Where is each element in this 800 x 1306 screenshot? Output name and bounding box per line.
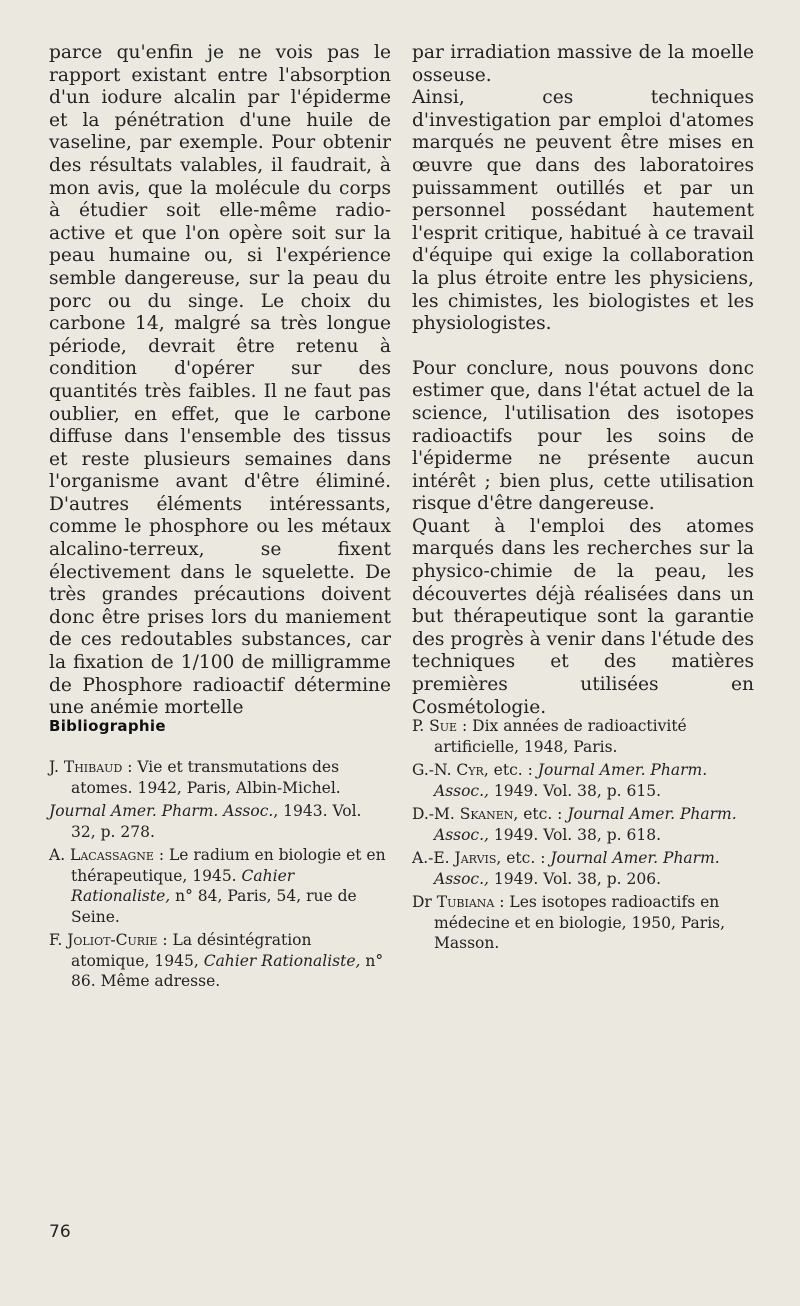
body-paragraph: Pour conclure, nous pouvons donc estimer que, dans l'état actuel de la science, l'utilisation des isotopes radioactifs pour les soins de l'épiderme ne présente aucun intérêt ; bien plus, cette utilisation risque d'être dangereuse. [412, 357, 754, 515]
body-paragraph: par irradiation massive de la moelle osseuse. [412, 42, 754, 86]
body-paragraph: parce qu'enfin je ne vois pas le rapport existant entre l'absorption d'un iodure alcalin par l'épiderme et la pénétration d'une huile de vaseline, par exemple. Pour obtenir des résultats valables, il faudrait, à mon avis, que la molécule du corps à étudier soit elle-même radio-active et que l'on opère soit sur la peau humaine ou, si l'expérience semble dangereuse, sur la peau du porc ou du singe. Le choix du carbone 14, malgré sa très longue période, devrait être retenu à condition d'opérer sur des quantités très faibles. Il ne faut pas oublier, en effet, que le carbone diffuse dans l'ensemble des tissus et reste plusieurs semaines dans l'organisme avant d'être éliminé. D'autres éléments intéressants, comme le phosphore ou les métaux alcalino-terreux, se fixent électivement dans le squelette. De très grandes précautions doivent donc être prises lors du maniement de ces redoutables substances, car la fixation de 1/100 de milligramme de Phosphore radioactif détermine une anémie mortelle [49, 42, 391, 719]
body-paragraph: Ainsi, ces techniques d'investigation par emploi d'atomes marqués ne peuvent être mises en œuvre que dans des laboratoires puissamment outillés et par un personnel possédant hautement l'esprit critique, habitué à ce travail d'équipe qui exige la collaboration la plus étroite entre les physiciens, les chimistes, les biologistes et les physiologistes. [412, 87, 754, 335]
bibliography-heading: Bibliographie [49, 717, 166, 735]
body-paragraph: Quant à l'emploi des atomes marqués dans les recherches sur la physico-chimie de la peau, les découvertes déjà réalisées dans un but thérapeutique sont la garantie des progrès à venir dans l'étude des techniques et des matières premières utilisées en Cosmétologie. [412, 515, 755, 718]
bibliography-entry: A. Lacassagne : Le radium en biologie et en thérapeutique, 1945. Cahier Rationaliste, n° 84, Paris, 54, rue de Seine. [49, 846, 386, 926]
bibliography-entry: D.-M. Skanen, etc. : Journal Amer. Pharm. Assoc., 1949. Vol. 38, p. 618. [412, 805, 737, 844]
bibliography-entry: J. Thibaud : Vie et transmutations des atomes. 1942, Paris, Albin-Michel. [49, 758, 341, 797]
page-number: 76 [49, 1222, 71, 1242]
bibliography-list-right [412, 716, 752, 957]
bibliography-entry: F. Joliot-Curie : La désintégration atomique, 1945, Cahier Rationaliste, n° 86. Même adresse. [49, 931, 384, 990]
bibliography-entry: P. Sue : Dix années de radioactivité artificielle, 1948, Paris. [412, 717, 687, 756]
bibliography-list-left [49, 757, 389, 995]
right-column [412, 42, 754, 719]
bibliography-entry: G.-N. Cyr, etc. : Journal Amer. Pharm. Assoc., 1949. Vol. 38, p. 615. [412, 761, 708, 800]
bibliography-entry: A.-E. Jarvis, etc. : Journal Amer. Pharm. Assoc., 1949. Vol. 38, p. 206. [412, 849, 720, 888]
bibliography-entry: Dr Tubiana : Les isotopes radioactifs en médecine et en biologie, 1950, Paris, Masson. [412, 893, 726, 952]
left-column [49, 42, 391, 720]
bibliography-entry: Journal Amer. Pharm. Assoc., 1943. Vol. 32, p. 278. [49, 802, 362, 841]
